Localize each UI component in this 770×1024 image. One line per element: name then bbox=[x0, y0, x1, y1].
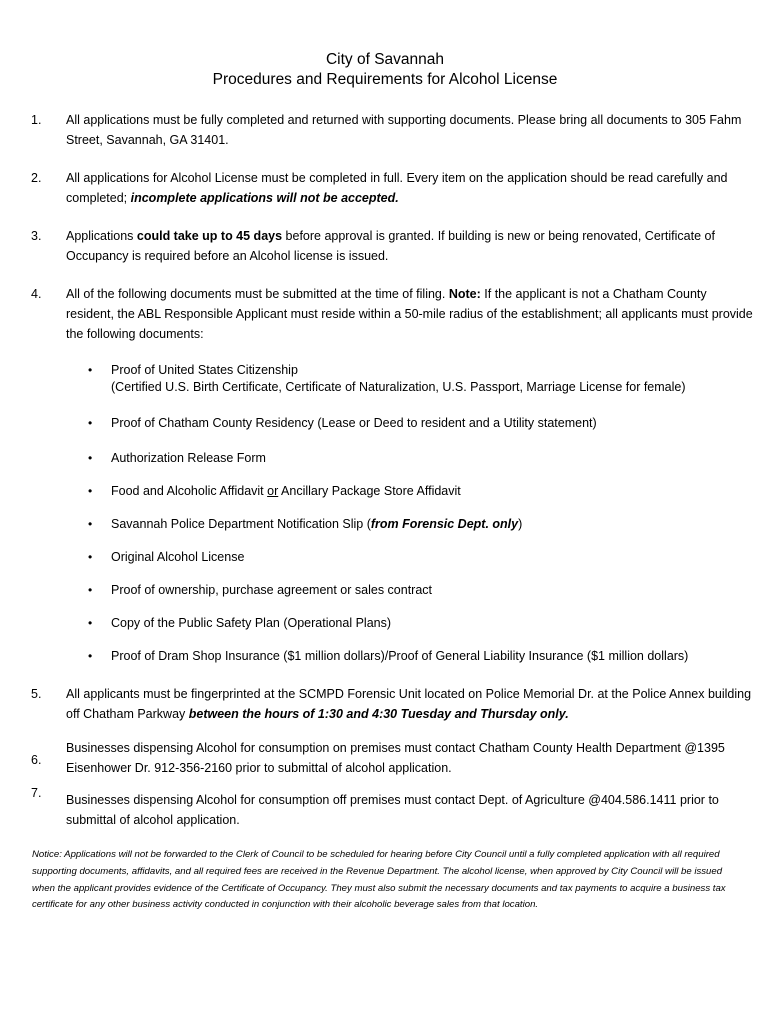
doc-affidavit-or: or bbox=[267, 484, 279, 498]
item-text-6: Businesses dispensing Alcohol for consumption on premises must contact Chatham County Health Department @1395 Eisenhower Dr. 912-356-2160 prior to submittal of alcohol application. bbox=[66, 741, 725, 775]
doc-authorization: Authorization Release Form bbox=[111, 451, 266, 465]
item-number-3: 3. bbox=[31, 229, 42, 243]
doc-safety-plan: Copy of the Public Safety Plan (Operational Plans) bbox=[111, 616, 392, 630]
doc-affidavit bbox=[111, 483, 761, 500]
doc-insurance: Proof of Dram Shop Insurance ($1 million dollars)/Proof of General Liability Insurance ($1 million dollars) bbox=[111, 649, 689, 663]
doc-ownership: Proof of ownership, purchase agreement or sales contract bbox=[111, 583, 433, 597]
doc-citizenship: Proof of United States Citizenship bbox=[111, 363, 298, 377]
page-subtitle: Procedures and Requirements for Alcohol License bbox=[212, 71, 558, 88]
doc-residency: Proof of Chatham County Residency (Lease or Deed to resident and a Utility statement) bbox=[111, 416, 597, 430]
doc-police-slip bbox=[111, 516, 761, 533]
doc-affidavit-b: Ancillary Package Store Affidavit bbox=[278, 484, 461, 498]
item-text-4-rest: If the applicant is not a Chatham County resident, the ABL Responsible Applicant must reside within a 50-mile radius of the establishment; all applicants must provide the following documents: bbox=[66, 287, 753, 341]
page-title: City of Savannah bbox=[325, 51, 445, 68]
item-text-4-note-label: Note: bbox=[448, 287, 481, 301]
doc-police-slip-b: from Forensic Dept. only bbox=[370, 517, 519, 531]
notice-text: Notice: Applications will not be forwarded to the Clerk of Council to be scheduled for hearing before City Council until a fully completed application with all required supporting documents, affidavits, and all required fees are received in the Revenue Department. The alcohol license, when approved by City Council will be issued when the applicant provides evidence of the Certificate of Occupancy. They must also submit the necessary documents and tax payments to acquire a business tax certificate for any other business activity conducted in conjunction with their alcoholic beverage sales from that location. bbox=[32, 849, 726, 911]
bullet-symbol: • bbox=[88, 451, 93, 465]
item-number-1: 1. bbox=[31, 113, 42, 127]
bullet-symbol: • bbox=[88, 416, 93, 430]
bullet-symbol: • bbox=[88, 649, 93, 663]
item-number-4: 4. bbox=[31, 287, 42, 301]
item-text-3-emphasis: could take up to 45 days bbox=[136, 229, 283, 243]
doc-citizenship-detail: (Certified U.S. Birth Certificate, Certificate of Naturalization, U.S. Passport, Marriage License for female) bbox=[111, 380, 686, 394]
item-number-2: 2. bbox=[31, 171, 42, 185]
item-text-2-main: All applications for Alcohol License must be completed in full. Every item on the application should be read carefully and completed; bbox=[66, 171, 728, 205]
bullet-symbol: • bbox=[88, 550, 93, 564]
item-number-5: 5. bbox=[31, 687, 42, 701]
doc-police-slip-a: Savannah Police Department Notification Slip ( bbox=[111, 517, 371, 531]
bullet-symbol: • bbox=[88, 517, 93, 531]
item-text-3-start: Applications bbox=[66, 229, 137, 243]
item-text-3-rest: before approval is granted. If building is new or being renovated, Certificate of Occupancy is required before an Alcohol license is issued. bbox=[66, 229, 715, 263]
item-text-2 bbox=[66, 168, 756, 208]
bullet-symbol: • bbox=[88, 484, 93, 498]
item-number-6: 6. bbox=[31, 753, 42, 767]
item-text-4-start: All of the following documents must be submitted at the time of filing. bbox=[66, 287, 449, 301]
item-text-3 bbox=[66, 226, 756, 266]
item-text-1: All applications must be fully completed and returned with supporting documents. Please bring all documents to 305 Fahm Street, Savannah, GA 31401. bbox=[66, 113, 742, 147]
item-text-5 bbox=[66, 684, 756, 724]
item-text-5-emphasis: between the hours of 1:30 and 4:30 Tuesday and Thursday only. bbox=[188, 707, 569, 721]
item-text-2-emphasis: incomplete applications will not be accepted. bbox=[130, 191, 399, 205]
bullet-symbol: • bbox=[88, 616, 93, 630]
item-number-7: 7. bbox=[31, 786, 42, 800]
doc-affidavit-a: Food and Alcoholic Affidavit bbox=[111, 484, 268, 498]
item-text-7: Businesses dispensing Alcohol for consumption off premises must contact Dept. of Agriculture @404.586.1411 prior to submittal of alcohol application. bbox=[66, 793, 719, 827]
item-text-5-main: All applicants must be fingerprinted at the SCMPD Forensic Unit located on Police Memorial Dr. at the Police Annex building off Chatham Parkway bbox=[66, 687, 752, 721]
bullet-symbol: • bbox=[88, 583, 93, 597]
doc-police-slip-c: ) bbox=[518, 517, 523, 531]
doc-original-license: Original Alcohol License bbox=[111, 550, 245, 564]
item-text-4 bbox=[66, 284, 756, 344]
bullet-symbol: • bbox=[88, 363, 93, 377]
